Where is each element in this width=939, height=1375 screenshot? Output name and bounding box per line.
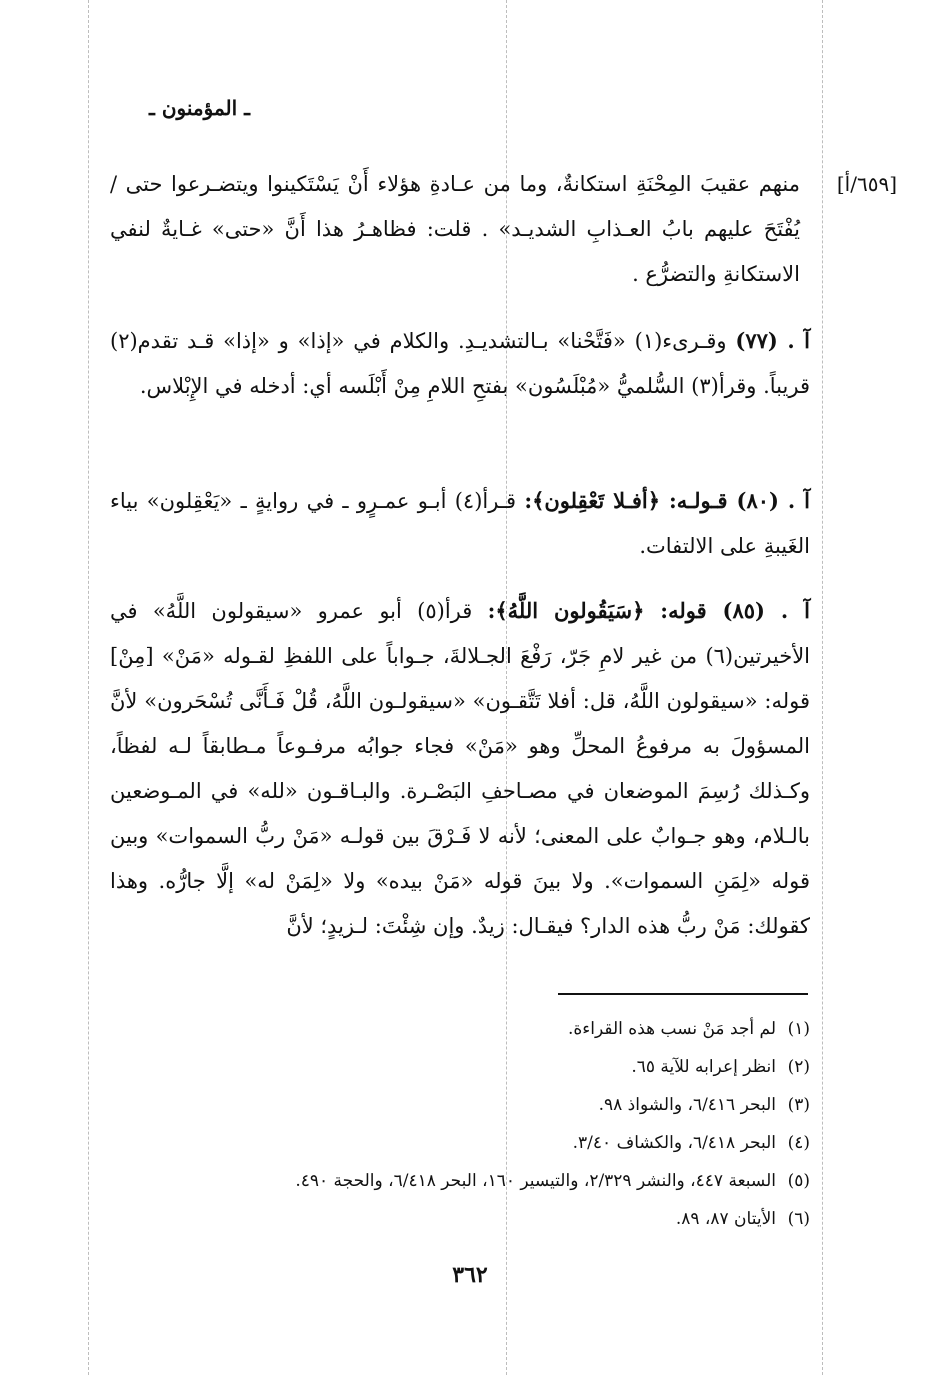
footnote-separator	[558, 993, 808, 995]
footnote-text: البحر ٦/٤١٦، والشواذ ٩٨.	[598, 1095, 776, 1115]
paragraph-text: قرأ(٥) أبو عمرو «سيقولون اللَّهُ» في الأخيرتين(٦) من غير لامِ جَرّ، رَفْعَ الجـلالةَ، جـواباً على اللفظِ لقـوله «مَنْ» [مِنْ] قوله: «سيقولون اللَّهُ، قل: أفلا تَتَّقـون» «سيقولـون اللَّهُ، قُلْ فَـأَنَّى تُسْحَرون» لأنَّ المسؤولَ به مرفوعُ المحلِّ وهو «مَنْ» فجاء جوابُه مرفـوعاً مـطابقاً لـه لفظاً، وكـذلك رُسِمَ الموضعان في مصـاحفِ البَصْـرة. والبـاقـون «لله» في المـوضعين بالـلام، وهو جـوابٌ على المعنى؛ لأنه لا فَـرْقَ بين قولـه «مَنْ ربُّ السموات» وبين قوله «لِمَنِ السموات». ولا بينَ قوله «مَنْ بيده» ولا «لِمَنْ له» إلَّا جارُّه. وهذا كقولك: مَنْ ربُّ هذه الدار؟ فيقـال: زيدٌ. وإن شِئْتَ: لـزيدٍ؛ لأنَّ	[110, 599, 810, 938]
footnote-marker: (١)	[787, 1019, 810, 1039]
paragraph-verse-80	[110, 478, 810, 569]
footnote-text: البحر ٦/٤١٨، والكشاف ٣/٤٠.	[572, 1133, 776, 1153]
paragraph-verse-77	[110, 318, 810, 409]
footnote-item	[120, 1048, 810, 1086]
footnote-text: السبعة ٤٤٧، والنشر ٢/٣٢٩، والتيسير ١٦٠، البحر ٦/٤١٨، والحجة ٤٩٠.	[295, 1171, 776, 1191]
footnotes-list	[120, 1010, 810, 1238]
paragraph-text: وقـرىء(١) «فَتَّحْنا» بـالتشديـدِ. والكلام في «إذا» و «إذا» قـد تقدم(٢) قريباً. وقرأ(٣) السُّلميُّ «مُبْلَسُون» بفتحِ اللامِ مِنْ أَبْلَسه أي: أدخله في الإِبْلاس.	[110, 329, 810, 398]
footnote-item	[120, 1162, 810, 1200]
footnote-text: لم أجد مَنْ نسب هذه القراءة.	[567, 1019, 776, 1039]
footnote-marker: (٦)	[787, 1209, 810, 1229]
footnote-marker: (٣)	[787, 1095, 810, 1115]
paragraph-text: قـرأ(٤) أبـو عمـرٍو ـ في روايةٍ ـ «يَعْقِلون» بياء الغَيبةِ على الالتفات.	[110, 489, 810, 558]
page-number: ٣٦٢	[452, 1262, 488, 1288]
verse-label: آ . (٧٧)	[735, 328, 810, 353]
footnote-item	[120, 1086, 810, 1124]
verse-label: آ . (٨٠) قـولـه: ﴿أفـلا تَعْقِلون﴾:	[524, 488, 810, 513]
scan-guide-line	[822, 0, 823, 1375]
running-header: ـ المؤمنون ـ	[149, 96, 250, 120]
footnote-text: الأيتان ٨٧، ٨٩.	[675, 1209, 776, 1229]
footnote-item	[120, 1200, 810, 1238]
footnote-item	[120, 1010, 810, 1048]
margin-page-reference: [٦٥٩/أ]	[836, 172, 897, 196]
footnote-item	[120, 1124, 810, 1162]
footnote-text: انظر إعرابه للآية ٦٥.	[631, 1057, 776, 1077]
scan-guide-line	[88, 0, 89, 1375]
paragraph-text: منهم عقيبَ المِحْنَةِ استكانةٌ، وما من عـادةِ هؤلاء أَنْ يَسْتَكينوا ويتضـرعوا حتى / يُفْتَحَ عليهم بابُ العـذابِ الشديـد» . قلت: فظاهـرُ هذا أَنَّ «حتى» غـايةٌ لنفي الاستكانةِ والتضرُّع .	[110, 172, 800, 286]
paragraph-continuation	[110, 162, 800, 297]
footnote-marker: (٥)	[787, 1171, 810, 1191]
footnote-marker: (٢)	[787, 1057, 810, 1077]
verse-label: آ . (٨٥) قوله: ﴿سَيَقُولون اللَّهُ﴾:	[487, 598, 810, 623]
paragraph-verse-85	[110, 588, 810, 949]
footnote-marker: (٤)	[787, 1133, 810, 1153]
